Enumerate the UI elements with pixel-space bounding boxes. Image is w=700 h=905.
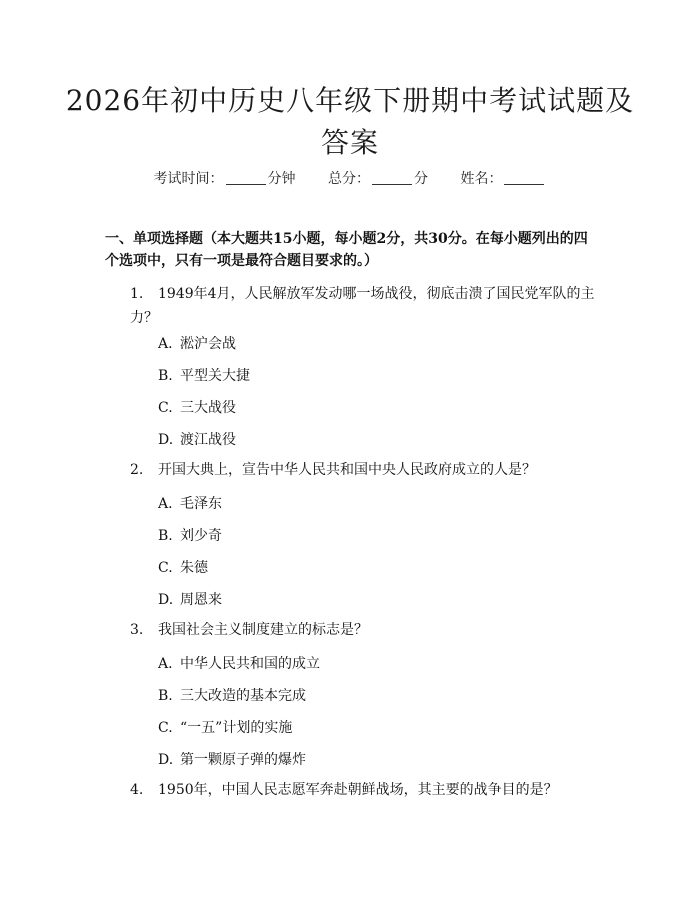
- question-3-option-d: D. 第一颗原子弹的爆炸: [158, 752, 306, 768]
- question-2-option-a: A. 毛泽东: [158, 496, 222, 512]
- question-4: 4. 1950年，中国人民志愿军奔赴朝鲜战场，其主要的战争目的是？: [130, 782, 558, 798]
- question-1: 1. 1949年4月，人民解放军发动哪一场战役，彻底击溃了国民党军队的主力？: [130, 286, 595, 326]
- question-3: 3. 我国社会主义制度建立的标志是？: [130, 622, 368, 638]
- question-1-option-b: B. 平型关大捷: [158, 368, 250, 384]
- question-1-option-c: C. 三大战役: [158, 400, 236, 416]
- name-field: 姓名：: [460, 171, 546, 187]
- page-title: 2026年初中历史八年级下册期中考试试题及答案: [65, 84, 635, 159]
- section-heading: 一、单项选择题（本大题共15小题，每小题2分，共30分。在每小题列出的四个选项中，只有一项是最符合题目要求的。）: [105, 231, 588, 269]
- question-2-option-b: B. 刘少奇: [158, 528, 222, 544]
- question-3-option-c: C. “一五”计划的实施: [158, 720, 293, 736]
- blank-line: [372, 170, 412, 185]
- question-2: 2. 开国大典上，宣告中华人民共和国中央人民政府成立的人是？: [130, 462, 536, 478]
- question-3-option-a: A. 中华人民共和国的成立: [158, 656, 320, 672]
- question-2-option-c: C. 朱德: [158, 560, 208, 576]
- question-3-option-b: B. 三大改造的基本完成: [158, 688, 306, 704]
- question-1-option-a: A. 淞沪会战: [158, 336, 236, 352]
- exam-time-field: 考试时间： 分钟: [153, 171, 296, 187]
- exam-info-line: [0, 168, 700, 188]
- total-score-field: 总分： 分: [328, 171, 428, 187]
- blank-line: [226, 170, 266, 185]
- question-1-option-d: D. 渡江战役: [158, 432, 236, 448]
- question-2-option-d: D. 周恩来: [158, 592, 222, 608]
- blank-line: [504, 170, 544, 185]
